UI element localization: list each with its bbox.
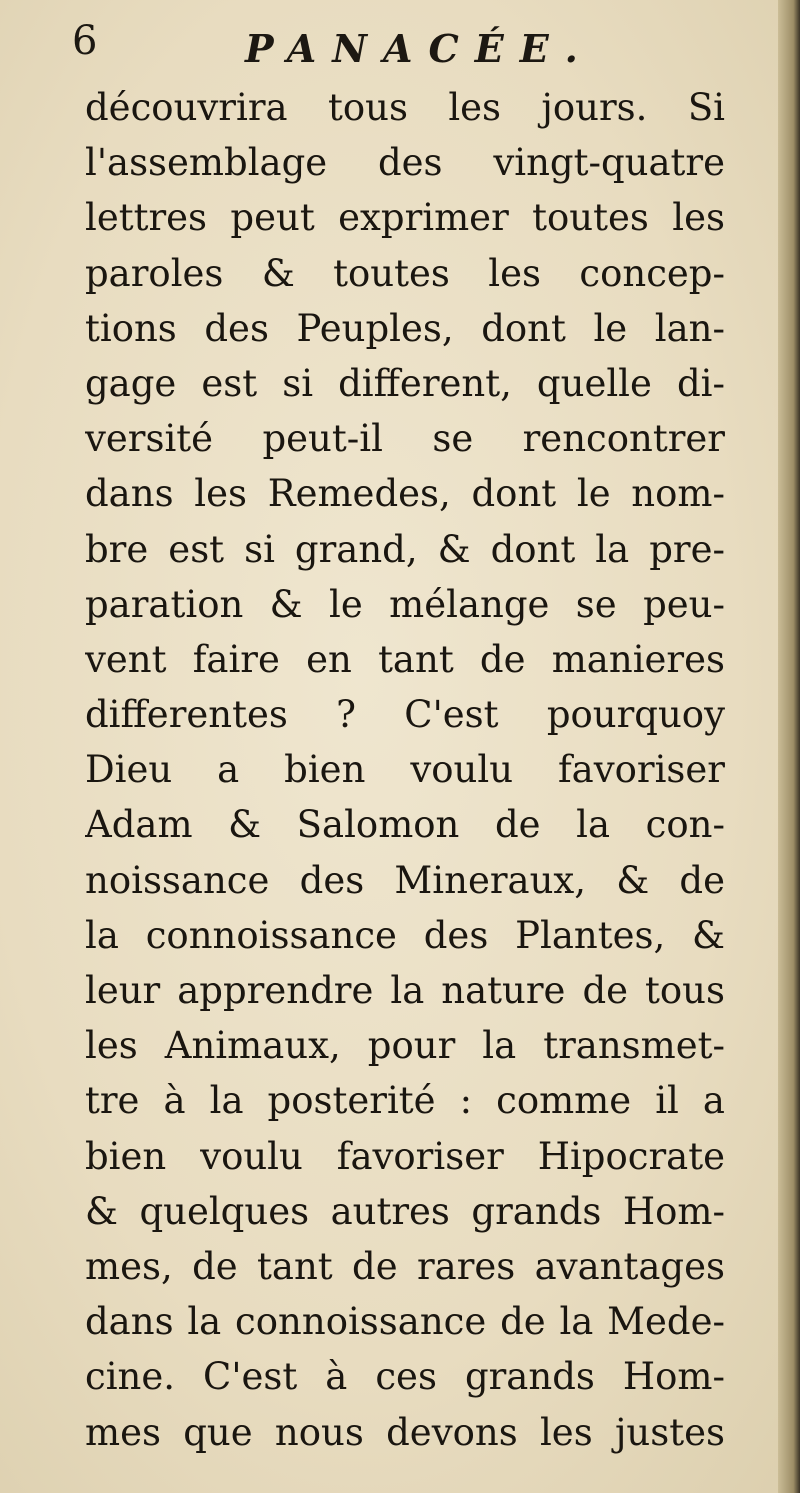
text-line: cine. C'est à ces grands Hom- bbox=[85, 1355, 725, 1399]
text-line: versité peut-il se rencontrer bbox=[85, 417, 725, 461]
text-line: la connoissance des Plantes, & bbox=[85, 913, 725, 957]
text-line: tre à la posterité : comme il a bbox=[85, 1079, 725, 1123]
page-edge bbox=[778, 0, 800, 1493]
text-line: paroles & toutes les concep- bbox=[85, 251, 725, 295]
text-line: paration & le mélange se peu- bbox=[85, 582, 725, 626]
text-line: Adam & Salomon de la con- bbox=[85, 803, 725, 847]
text-line: bien voulu favoriser Hipocrate bbox=[85, 1134, 725, 1178]
body-text bbox=[85, 80, 725, 1460]
page-number: 6 bbox=[72, 18, 98, 64]
text-line: mes, de tant de rares avantages bbox=[85, 1244, 725, 1288]
text-line: lettres peut exprimer toutes les bbox=[85, 196, 725, 240]
text-line: leur apprendre la nature de tous bbox=[85, 969, 725, 1012]
text-line: bre est si grand, & dont la pre- bbox=[85, 527, 725, 571]
text-line: gage est si different, quelle di- bbox=[85, 361, 725, 405]
text-line: les Animaux, pour la transmet- bbox=[85, 1024, 725, 1068]
text-line: mes que nous devons les justes bbox=[85, 1410, 725, 1454]
text-line: noissance des Mineraux, & de bbox=[85, 858, 725, 902]
text-line: & quelques autres grands Hom- bbox=[85, 1189, 725, 1233]
text-line: vent faire en tant de manieres bbox=[85, 637, 725, 681]
text-line: l'assemblage des vingt-quatre bbox=[85, 141, 725, 185]
text-line: Dieu a bien voulu favoriser bbox=[85, 748, 725, 792]
text-line: dans les Remedes, dont le nom- bbox=[85, 472, 725, 516]
text-line: differentes ? C'est pourquoy bbox=[85, 693, 725, 737]
running-head: PANACÉE. bbox=[245, 26, 594, 71]
text-line: dans la connoissance de la Mede- bbox=[85, 1300, 725, 1344]
text-line: tions des Peuples, dont le lan- bbox=[85, 306, 725, 350]
text-line: découvrira tous les jours. Si bbox=[85, 86, 725, 129]
